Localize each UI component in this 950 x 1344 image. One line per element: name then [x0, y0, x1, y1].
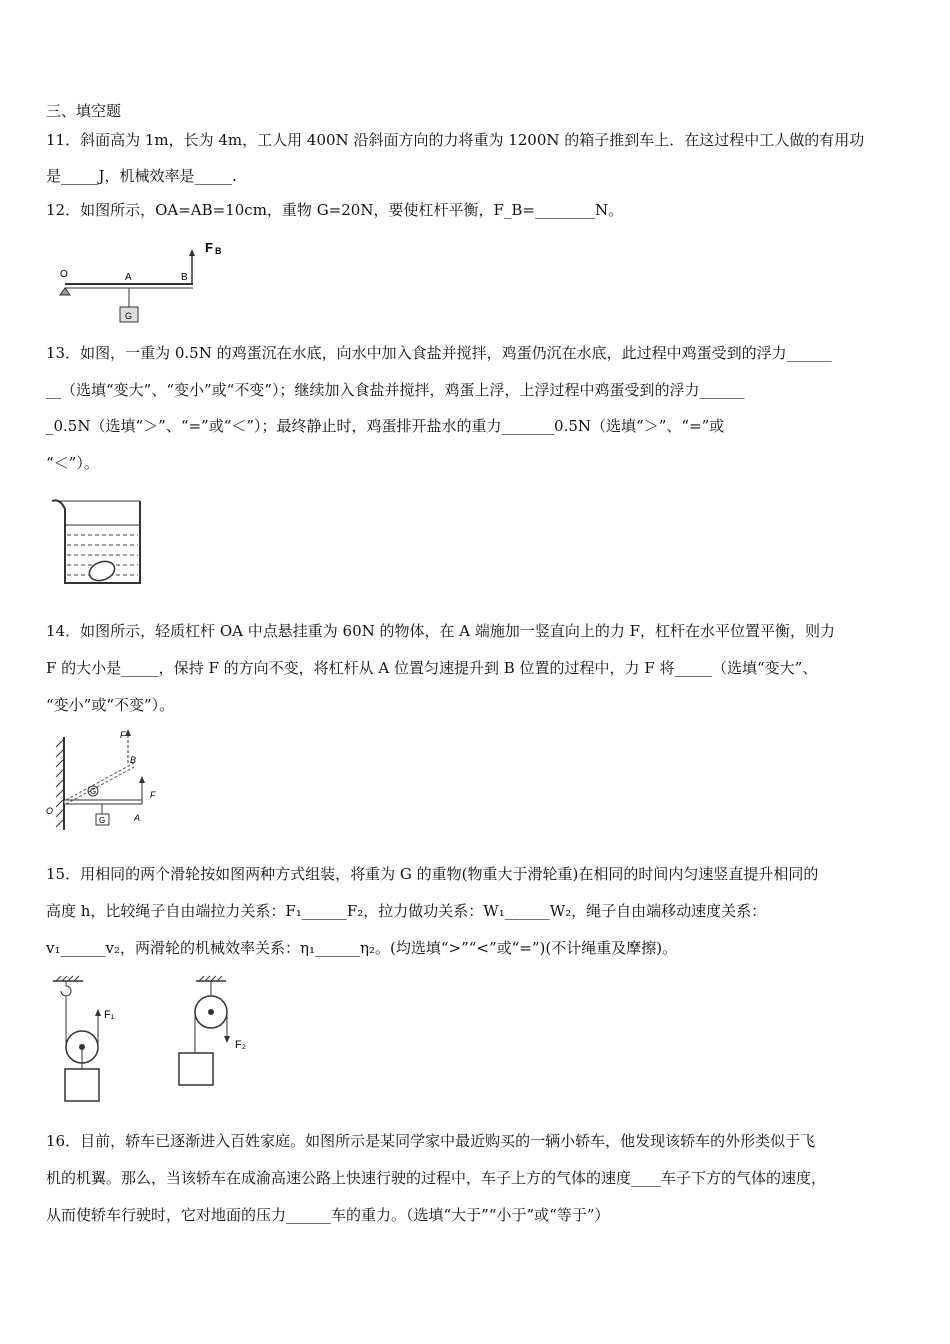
q15-fixed-pulley-axle: [208, 1009, 214, 1015]
q13-egg: [87, 558, 118, 584]
q15-label-f1: F₁: [104, 1009, 115, 1021]
q11-line2: 是_____J，机械效率是_____.: [46, 167, 237, 185]
q14-label-f-right: F: [150, 790, 156, 800]
q14-lever-horizontal: [64, 800, 142, 804]
q15-hook-icon: [61, 981, 71, 996]
q15-line3: v₁______v₂，两滑轮的机械效率关系：η₁______η₂。(均选填“>”“<”或“=”)(不计绳重及摩擦)。: [46, 939, 678, 957]
q14-arrow-head-top-icon: [125, 729, 131, 736]
q14-arrow-head-right-icon: [139, 776, 145, 783]
q14-line2: F 的大小是_____，保持 F 的方向不变，将杠杆从 A 位置匀速提升到 B 位置的过程中，力 F 将_____（选填“变大”、: [46, 659, 818, 677]
q16-line2: 机的机翼。那么，当该轿车在成渝高速公路上快速行驶的过程中，车子上方的气体的速度____车子下方的气体的速度，: [46, 1169, 827, 1187]
q14-line3: “变小”或“不变”）。: [46, 696, 175, 714]
q13-line4: “＜”）。: [46, 454, 99, 472]
q16-line1: 16．目前，轿车已逐渐进入百姓家庭。如图所示是某同学家中最近购买的一辆小轿车，他发现该轿车的外形类似于飞: [46, 1132, 816, 1150]
q12-label-b: B: [181, 272, 188, 283]
q12-label-o: O: [60, 269, 68, 280]
q14-label-o: O: [46, 806, 54, 816]
q14-label-b: B: [130, 755, 137, 765]
q15-pulley-figure: [48, 975, 268, 1105]
q13-line1: 13．如图，一重为 0.5N 的鸡蛋沉在水底，向水中加入食盐并搅拌，鸡蛋仍沉在水底，此过程中鸡蛋受到的浮力______: [46, 344, 832, 362]
q12-label-f: F: [205, 240, 213, 255]
q12-label-a: A: [125, 272, 132, 283]
q11-line1: 11．斜面高为 1m，长为 4m，工人用 400N 沿斜面方向的力将重为 1200N 的箱子推到车上．在这过程中工人做的有用功: [46, 131, 865, 149]
q13-line3: _0.5N（选填“＞”、“=”或“＜”）；最终静止时，鸡蛋排开盐水的重力_______0.5N（选填“＞”、“=”或: [46, 417, 725, 435]
q14-label-f-top: F: [120, 730, 126, 740]
q15-arrow-up-icon: [95, 1009, 101, 1016]
q15-line1: 15．用相同的两个滑轮按如图两种方式组装，将重为 G 的重物(物重大于滑轮重)在相同的时间内匀速竖直提升相同的: [46, 865, 819, 883]
q15-line2: 高度 h，比较绳子自由端拉力关系：F₁______F₂，拉力做功关系：W₁______W₂，绳子自由端移动速度关系：: [46, 902, 767, 920]
q14-lever-figure: [42, 725, 172, 835]
q15-weight-right: [179, 1053, 213, 1085]
q12-arrow-head-icon: [189, 249, 195, 256]
q12-lever-figure: [55, 235, 235, 330]
q14-lever-raised: [66, 763, 134, 804]
q13-beaker-figure: [48, 495, 148, 590]
q14-label-g-circle: G: [90, 787, 97, 796]
q12-pivot-icon: [60, 288, 70, 295]
q15-arrow-down-icon: [224, 1036, 230, 1043]
q14-label-a: A: [134, 813, 141, 823]
q13-line2: __（选填“变大”、“变小”或“不变”）；继续加入食盐并搅拌，鸡蛋上浮，上浮过程中鸡蛋受到的浮力______: [46, 381, 745, 399]
section-title: 三、填空题: [46, 102, 122, 120]
q14-line1: 14．如图所示，轻质杠杆 OA 中点悬挂重为 60N 的物体，在 A 端施加一竖直向上的力 F，杠杆在水平位置平衡，则力: [46, 622, 836, 640]
q14-label-g-box: G: [99, 816, 106, 825]
q12-label-g: G: [125, 311, 133, 321]
q12-text: 12．如图所示，OA=AB=10cm，重物 G=20N，要使杠杆平衡，F_B=________N。: [46, 201, 624, 219]
q12-label-f-sub: B: [215, 246, 222, 256]
q15-weight-left: [65, 1069, 99, 1101]
q15-label-f2: F₂: [235, 1039, 246, 1051]
q14-wall-hatching: [56, 739, 64, 827]
q16-line3: 从而使轿车行驶时，它对地面的压力______车的重力。（选填“大于”“小于”或“等于”）: [46, 1206, 610, 1224]
